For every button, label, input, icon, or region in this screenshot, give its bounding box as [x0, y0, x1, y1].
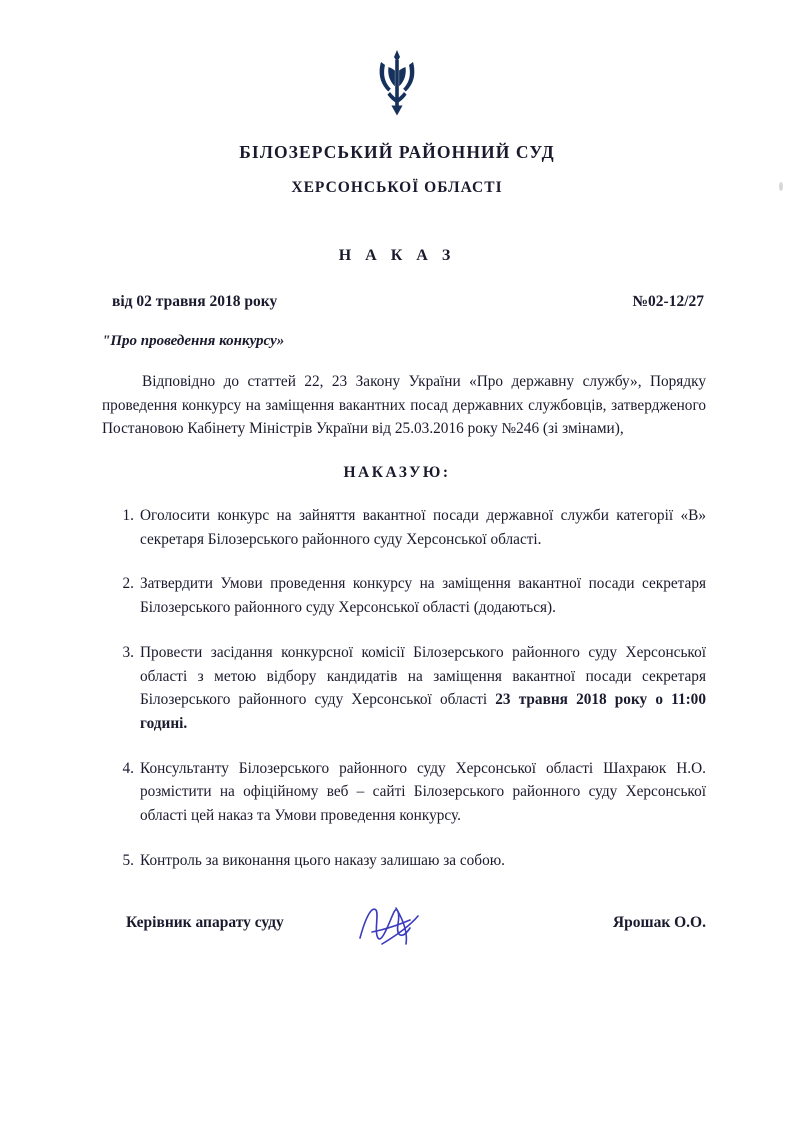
- list-item-emphasis: 23 травня 2018 року о 11:00 годині.: [140, 691, 706, 732]
- signer-name: Ярошак О.О.: [612, 914, 706, 932]
- document-date: від 02 травня 2018 року: [112, 293, 278, 311]
- document-preamble: Відповідно до статтей 22, 23 Закону України «Про державну службу», Порядку проведення конкурсу на заміщення вакантних посад державних службовців, затвердженого Постановою Кабінету Міністрів України від 25.03.2016 року №246 (зі змінами),: [102, 373, 706, 437]
- list-item-text: Консультанту Білозерського районного суду Херсонської області Шахраюк Н.О. розмістити на офіційному веб – сайті Білозерського районного суду Херсонської області цей наказ та Умови проведення конкурсу.: [140, 759, 706, 825]
- handwritten-signature: [352, 898, 442, 954]
- list-item: [140, 572, 706, 619]
- court-title: БІЛОЗЕРСЬКИЙ РАЙОННИЙ СУД: [239, 142, 555, 162]
- list-item: [140, 849, 706, 873]
- order-items-list: [62, 504, 732, 872]
- signer-position: Керівник апарату суду: [126, 914, 284, 932]
- list-item: [140, 504, 706, 551]
- scan-speck: [779, 182, 783, 191]
- list-item-text: Оголосити конкурс на зайняття вакантної посади державної служби категорії «В» секретаря Білозерського районного суду Херсонської області.: [140, 507, 706, 548]
- signature-block: [62, 914, 732, 932]
- document-number: №02-12/27: [632, 293, 704, 311]
- list-item-text: Затвердити Умови проведення конкурсу на заміщення вакантної посади секретаря Білозерського районного суду Херсонської області (додаються).: [140, 575, 706, 617]
- list-item: [140, 641, 706, 736]
- list-item: [140, 757, 706, 828]
- document-meta: [62, 293, 732, 311]
- court-region: ХЕРСОНСЬКОЇ ОБЛАСТІ: [291, 179, 503, 197]
- order-keyword: НАКАЗУЮ:: [343, 464, 451, 481]
- emblem-container: [62, 48, 732, 125]
- list-item-text: Провести засідання конкурсної комісії Білозерського районного суду Херсонської області з метою відбору кандидатів на заміщення вакантної посади секретаря Білозерського районного суду Херсонської області: [140, 643, 706, 709]
- ukraine-trident-emblem: [369, 48, 425, 120]
- document-type: Н А К А З: [338, 247, 456, 265]
- document-subject: "Про проведення конкурсу»: [102, 333, 285, 350]
- list-item-text: Контроль за виконання цього наказу залишаю за собою.: [140, 851, 505, 869]
